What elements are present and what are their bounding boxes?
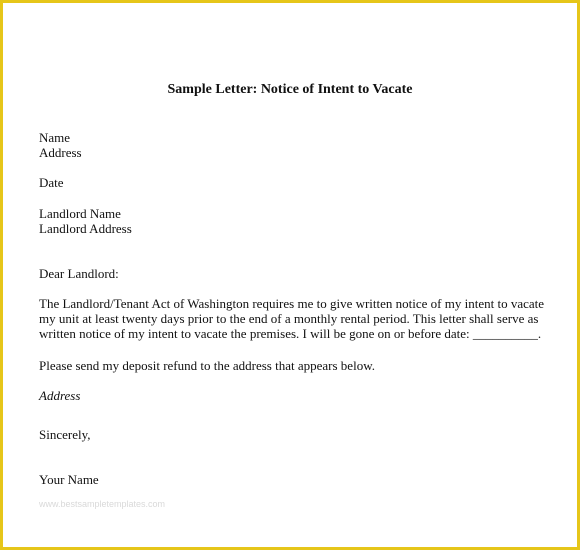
recipient-name: Landlord Name bbox=[39, 206, 121, 221]
salutation: Dear Landlord: bbox=[39, 266, 119, 281]
watermark: www.bestsampletemplates.com bbox=[39, 499, 166, 509]
recipient-address: Landlord Address bbox=[39, 221, 132, 236]
signature-name: Your Name bbox=[39, 472, 99, 487]
body-line: my unit at least twenty days prior to the end of a monthly rental period. This letter shall serve as bbox=[39, 311, 539, 326]
body-line: The Landlord/Tenant Act of Washington requires me to give written notice of my intent to vacate bbox=[39, 296, 545, 311]
forwarding-address: Address bbox=[39, 388, 81, 403]
sender-name: Name bbox=[39, 130, 71, 145]
closing: Sincerely, bbox=[39, 427, 91, 442]
letter-date: Date bbox=[39, 175, 64, 190]
letter-title: Sample Letter: Notice of Intent to Vacate bbox=[167, 82, 413, 97]
deposit-request: Please send my deposit refund to the address that appears below. bbox=[39, 358, 375, 373]
body-line: written notice of my intent to vacate the premises. I will be gone on or before date: __________. bbox=[39, 326, 542, 341]
sender-address: Address bbox=[39, 145, 82, 160]
